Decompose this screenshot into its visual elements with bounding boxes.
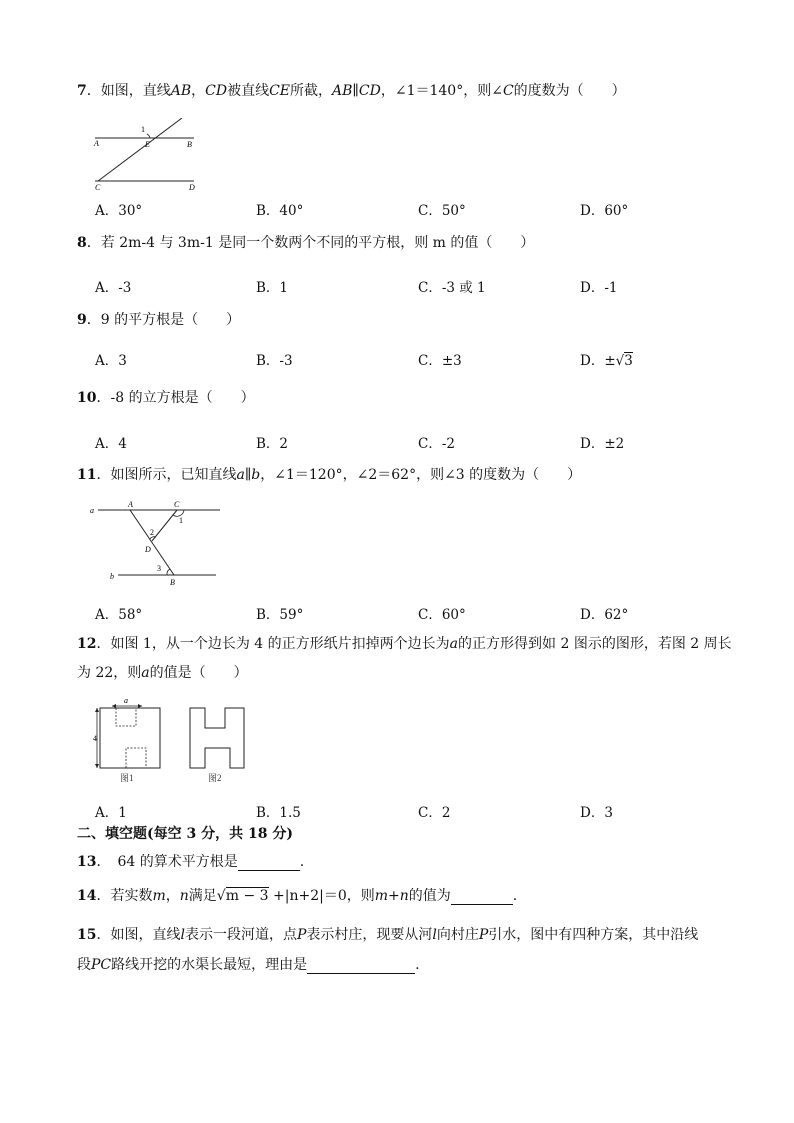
figure-q12-squares	[88, 696, 258, 788]
section-heading: 二、填空题(每空 3 分，共 18 分)	[77, 826, 293, 842]
question-number: 8	[77, 235, 87, 251]
caption-fig-1: 图1	[120, 773, 134, 783]
label-C: C	[95, 183, 101, 192]
label-a: a	[124, 696, 128, 705]
q12-option-d: D．3	[580, 805, 613, 821]
figure-q11-parallel-lines	[88, 497, 228, 589]
figure-q7-parallel-lines	[90, 118, 210, 198]
arrow-head-bottom	[95, 764, 99, 768]
arrow-head-left	[112, 704, 116, 708]
q9-option-b: B．-3	[256, 353, 293, 369]
question-11: 11．如图所示，已知直线a∥b，∠1＝120°，∠2＝62°，则∠3 的度数为（ ）	[77, 467, 582, 483]
q7-option-b: B．40°	[256, 203, 304, 219]
q10-option-a: A．4	[95, 436, 127, 452]
label-b: b	[110, 572, 114, 581]
line-ad	[130, 510, 174, 575]
h-shape	[190, 708, 244, 768]
q9-option-c: C．±3	[418, 353, 462, 369]
question-number: 7	[77, 83, 87, 99]
question-10: 10．-8 的立方根是（ ）	[77, 390, 255, 406]
q10-option-b: B．2	[256, 436, 289, 452]
question-number: 9	[77, 312, 87, 328]
q7-option-c: C．50°	[418, 203, 466, 219]
question-number: 13	[77, 854, 97, 870]
cut-square-top	[116, 708, 136, 726]
q9-option-a: A．3	[95, 353, 127, 369]
line-cd	[152, 510, 177, 541]
answer-blank[interactable]	[238, 856, 300, 871]
cut-square-bottom	[126, 748, 146, 768]
label-C: C	[174, 500, 180, 509]
label-A: A	[128, 500, 133, 509]
q12-option-a: A．1	[95, 805, 127, 821]
label-A: A	[94, 139, 99, 148]
sqrt-sign: √	[216, 888, 226, 904]
label-B: B	[187, 140, 192, 149]
question-number: 14	[77, 888, 97, 904]
q9-option-d: D．±√3	[580, 353, 633, 369]
q11-option-b: B．59°	[256, 607, 304, 623]
label-1: 1	[179, 516, 183, 525]
q8-option-a: A．-3	[95, 280, 132, 296]
q7-option-a: A．30°	[95, 203, 143, 219]
answer-blank[interactable]	[451, 890, 513, 905]
angle-3-arc	[167, 569, 170, 575]
question-15-line-2: 段PC路线开挖的水渠长最短，理由是 .	[77, 957, 420, 973]
q8-option-d: D．-1	[580, 280, 618, 296]
question-number: 15	[77, 927, 97, 943]
line-ce	[98, 118, 182, 181]
q12-option-c: C．2	[418, 805, 451, 821]
question-13: 13． 64 的算术平方根是 .	[77, 854, 305, 870]
question-14: 14．若实数m，n满足√m − 3 +|n+2|＝0，则m+n的值为 .	[77, 888, 518, 904]
label-1: 1	[141, 125, 145, 134]
answer-blank[interactable]	[307, 959, 415, 974]
question-number: 11	[77, 467, 97, 483]
q8-option-c: C．-3 或 1	[418, 280, 486, 296]
label-E: E	[145, 140, 150, 149]
arrow-head-top	[95, 708, 99, 712]
question-12-line-2: 为 22，则a的值是（ ）	[77, 665, 248, 681]
question-9: 9．9 的平方根是（ ）	[77, 312, 241, 328]
q10-option-d: D．±2	[580, 436, 625, 452]
arrow-head-right	[138, 704, 142, 708]
question-number: 12	[77, 636, 97, 652]
question-15-line-1: 15．如图，直线l表示一段河道，点P表示村庄，现要从河l向村庄P引水，图中有四种方案，其中沿线	[77, 927, 699, 943]
q12-option-b: B．1.5	[256, 805, 301, 821]
label-4: 4	[93, 734, 97, 743]
question-12-line-1: 12．如图 1，从一个边长为 4 的正方形纸片扣掉两个边长为a的正方形得到如 2 图示的图形，若图 2 周长	[77, 636, 732, 652]
label-D: D	[145, 545, 151, 554]
q10-option-c: C．-2	[418, 436, 455, 452]
question-8: 8．若 2m-4 与 3m-1 是同一个数两个不同的平方根，则 m 的值（ ）	[77, 235, 535, 251]
label-D: D	[189, 183, 195, 192]
q11-option-c: C．60°	[418, 607, 466, 623]
label-B: B	[170, 578, 175, 587]
q11-option-a: A．58°	[95, 607, 143, 623]
caption-fig-2: 图2	[208, 773, 222, 783]
label-a: a	[90, 506, 94, 515]
q11-option-d: D．62°	[580, 607, 629, 623]
big-square	[100, 708, 160, 768]
label-2: 2	[150, 528, 154, 537]
question-number: 10	[77, 390, 97, 406]
label-3: 3	[157, 564, 161, 573]
angle-1-arc	[147, 134, 150, 138]
q7-option-d: D．60°	[580, 203, 629, 219]
sqrt-sign: √	[615, 353, 625, 369]
question-7: 7．如图，直线AB，CD被直线CE所截，AB∥CD，∠1＝140°，则∠C的度数为（ ）	[77, 83, 626, 99]
q8-option-b: B．1	[256, 280, 289, 296]
